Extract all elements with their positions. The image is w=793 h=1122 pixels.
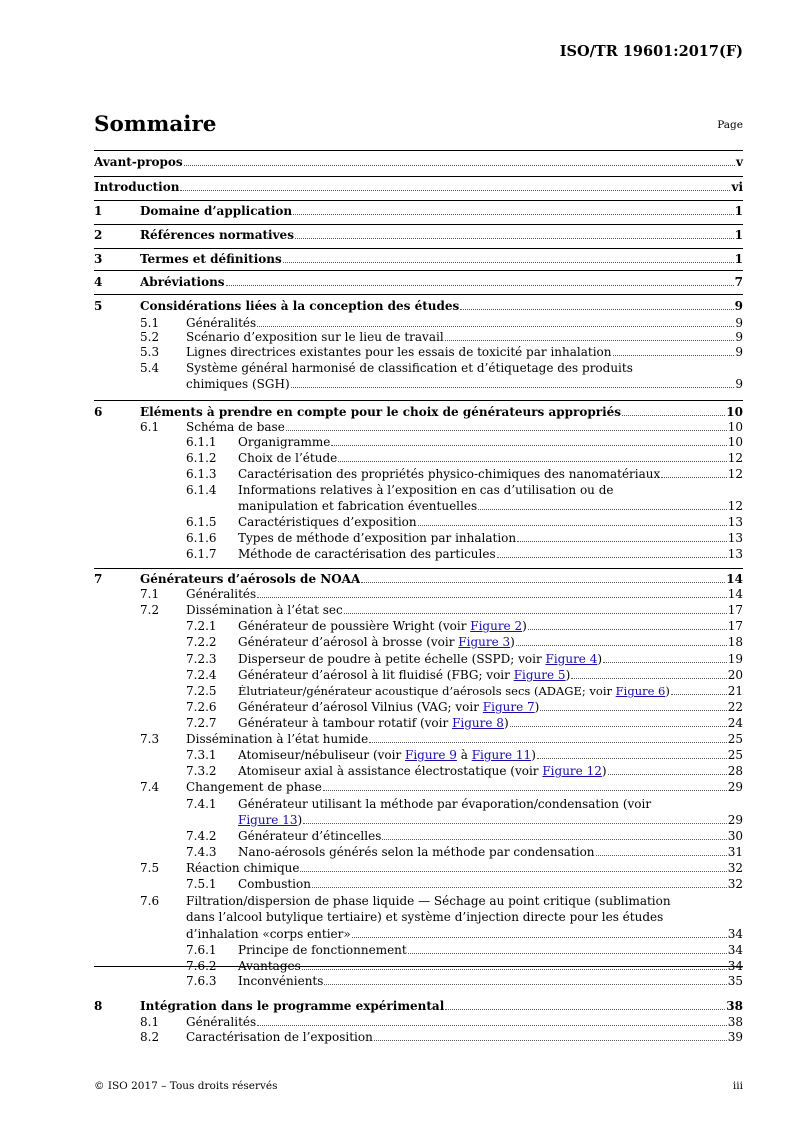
toc-entry-8-1[interactable]: 8.1 Généralités 38	[140, 1015, 743, 1029]
toc-entry-7-2-5[interactable]: 7.2.5 Élutriateur/générateur acoustique d’aérosols secs (ADAGE; voir Figure 6) 21	[186, 684, 743, 698]
footer-copyright: © ISO 2017 – Tous droits réservés	[94, 1080, 278, 1092]
separator	[94, 248, 743, 249]
link-figure-7[interactable]: Figure 7	[482, 701, 535, 714]
toc-entry-7-6-2[interactable]: 7.6.2 Avantages 34	[186, 959, 743, 973]
toc-entry-6-1-1[interactable]: 6.1.1 Organigramme 10	[186, 435, 743, 449]
toc-entry-4[interactable]: 4 Abréviations 7	[94, 275, 743, 289]
toc-entry-7-6[interactable]: d’inhalation «corps entier» 34	[186, 927, 743, 941]
separator	[94, 294, 743, 295]
toc-number-5-4: 5.4	[140, 361, 160, 375]
link-figure-12[interactable]: Figure 12	[542, 765, 602, 778]
toc-entry-5-4-line1: Système général harmonisé de classification et d’étiquetage des produits	[186, 361, 633, 375]
toc-entry-7-5[interactable]: 7.5 Réaction chimique 32	[140, 861, 743, 875]
toc-entry-6-1-2[interactable]: 6.1.2 Choix de l’étude 12	[186, 451, 743, 465]
toc-entry-8[interactable]: 8 Intégration dans le programme expérimental 38	[94, 999, 743, 1013]
toc-entry-5-1[interactable]: 5.1 Généralités 9	[140, 316, 743, 330]
toc-entry-6-1-3[interactable]: 6.1.3 Caractérisation des propriétés physico-chimiques des nanomatériaux 12	[186, 467, 743, 481]
link-figure-2[interactable]: Figure 2	[470, 620, 523, 633]
toc-entry-5-3[interactable]: 5.3 Lignes directrices existantes pour les essais de toxicité par inhalation 9	[140, 345, 743, 359]
separator	[94, 150, 743, 151]
link-figure-13[interactable]: Figure 13	[238, 814, 298, 827]
toc-entry-6-1-7[interactable]: 6.1.7 Méthode de caractérisation des particules 13	[186, 547, 743, 561]
toc-entry-7-6-3[interactable]: 7.6.3 Inconvénients 35	[186, 974, 743, 988]
link-figure-6[interactable]: Figure 6	[615, 685, 666, 698]
toc-entry-7-4-3[interactable]: 7.4.3 Nano-aérosols générés selon la méthode par condensation 31	[186, 845, 743, 859]
link-figure-4[interactable]: Figure 4	[545, 653, 598, 666]
toc-entry-7-2[interactable]: 7.2 Dissémination à l’état sec 17	[140, 603, 743, 617]
toc-entry-6-1-4[interactable]: manipulation et fabrication éventuelles 12	[238, 499, 743, 513]
separator	[94, 400, 743, 401]
toc-entry-7-2-3[interactable]: 7.2.3 Disperseur de poudre à petite échelle (SSPD; voir Figure 4) 19	[186, 652, 743, 666]
toc-number-7-6: 7.6	[140, 894, 160, 908]
toc-entry-7-2-1[interactable]: 7.2.1 Générateur de poussière Wright (voir Figure 2) 17	[186, 619, 743, 633]
toc-entry-6-1[interactable]: 6.1 Schéma de base 10	[140, 420, 743, 434]
toc-entry-7-6-1[interactable]: 7.6.1 Principe de fonctionnement 34	[186, 943, 743, 957]
separator	[94, 200, 743, 201]
toc-entry-7-6-line2: dans l’alcool butylique tertiaire) et système d’injection directe pour les études	[186, 910, 664, 924]
link-figure-9[interactable]: Figure 9	[405, 749, 457, 762]
toc-entry-6-1-5[interactable]: 6.1.5 Caractéristiques d’exposition 13	[186, 515, 743, 529]
separator	[94, 568, 743, 569]
document-id-header: ISO/TR 19601:2017(F)	[559, 43, 743, 60]
toc-entry-7-5-1[interactable]: 7.5.1 Combustion 32	[186, 877, 743, 891]
toc-entry-7-3-1[interactable]: 7.3.1 Atomiseur/nébuliseur (voir Figure 9 à Figure 11) 25	[186, 748, 743, 762]
toc-entry-7-4[interactable]: 7.4 Changement de phase 29	[140, 780, 743, 794]
toc-entry-6[interactable]: 6 Éléments à prendre en compte pour le choix de générateurs appropriés 10	[94, 405, 743, 419]
page-title: Sommaire	[94, 112, 217, 137]
toc-entry-7-1[interactable]: 7.1 Généralités 14	[140, 587, 743, 601]
toc-entry-6-1-4-line1: Informations relatives à l’exposition en cas d’utilisation ou de	[238, 483, 614, 497]
toc-entry-7-2-6[interactable]: 7.2.6 Générateur d’aérosol Vilnius (VAG; voir Figure 7) 22	[186, 700, 743, 714]
toc-entry-1[interactable]: 1 Domaine d’application 1	[94, 204, 743, 218]
separator	[94, 176, 743, 177]
toc-entry-introduction[interactable]: Introduction vi	[94, 180, 743, 194]
toc-entry-2[interactable]: 2 Références normatives 1	[94, 228, 743, 242]
separator	[94, 270, 743, 271]
toc-number-7-4-1: 7.4.1	[186, 797, 217, 811]
link-figure-11[interactable]: Figure 11	[471, 749, 532, 762]
toc-entry-7[interactable]: 7 Générateurs d’aérosols de NOAA 14	[94, 572, 743, 586]
toc-number-6-1-4: 6.1.4	[186, 483, 217, 497]
toc-entry-3[interactable]: 3 Termes et définitions 1	[94, 252, 743, 266]
footer-page-number: iii	[732, 1080, 743, 1092]
toc-entry-7-2-4[interactable]: 7.2.4 Générateur d’aérosol à lit fluidisé (FBG; voir Figure 5) 20	[186, 668, 743, 682]
toc-entry-8-2[interactable]: 8.2 Caractérisation de l’exposition 39	[140, 1030, 743, 1044]
toc-entry-7-4-2[interactable]: 7.4.2 Générateur d’étincelles 30	[186, 829, 743, 843]
toc-entry-5-4[interactable]: chimiques (SGH) 9	[186, 377, 743, 391]
toc-entry-7-2-2[interactable]: 7.2.2 Générateur d’aérosol à brosse (voir Figure 3) 18	[186, 635, 743, 649]
toc-entry-7-4-1[interactable]: Figure 13) 29	[238, 813, 743, 827]
toc-entry-7-2-7[interactable]: 7.2.7 Générateur à tambour rotatif (voir Figure 8) 24	[186, 716, 743, 730]
separator	[94, 224, 743, 225]
toc-entry-5-2[interactable]: 5.2 Scénario d’exposition sur le lieu de travail 9	[140, 330, 743, 344]
toc-entry-7-4-1-line1: Générateur utilisant la méthode par évaporation/condensation (voir	[238, 797, 652, 811]
page-column-label: Page	[717, 119, 743, 131]
toc-entry-avant-propos[interactable]: Avant-propos v	[94, 155, 743, 169]
link-figure-5[interactable]: Figure 5	[513, 669, 566, 682]
toc-entry-7-6-line1: Filtration/dispersion de phase liquide — Séchage au point critique (sublimation	[186, 894, 671, 908]
link-figure-3[interactable]: Figure 3	[458, 636, 511, 649]
link-figure-8[interactable]: Figure 8	[452, 717, 504, 730]
toc-entry-7-3-2[interactable]: 7.3.2 Atomiseur axial à assistance électrostatique (voir Figure 12) 28	[186, 764, 743, 778]
toc-entry-7-3[interactable]: 7.3 Dissémination à l’état humide 25	[140, 732, 743, 746]
toc-entry-6-1-6[interactable]: 6.1.6 Types de méthode d’exposition par inhalation 13	[186, 531, 743, 545]
toc-entry-5[interactable]: 5 Considérations liées à la conception des études 9	[94, 299, 743, 313]
